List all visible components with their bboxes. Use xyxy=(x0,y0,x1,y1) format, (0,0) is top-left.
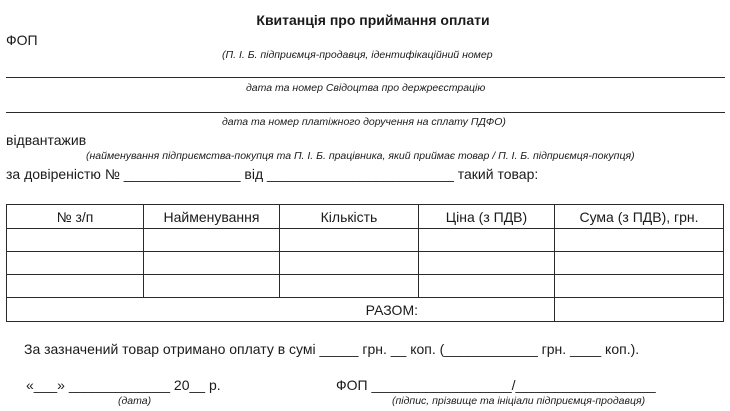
col-header-number: № з/п xyxy=(7,205,144,229)
date-line: «___» _____________ 20__ р. xyxy=(26,377,221,393)
seller-label: ФОП xyxy=(6,32,38,48)
table-cell xyxy=(419,252,555,275)
table-cell xyxy=(419,229,555,252)
table-header-row xyxy=(7,205,724,229)
table-cell xyxy=(144,275,280,298)
table-row xyxy=(7,275,724,298)
payment-line: За зазначений товар отримано оплату в сумі _____ грн. __ коп. (____________ грн. ____ коп.). xyxy=(24,341,640,357)
seller-line-1 xyxy=(6,77,725,78)
total-sum-cell xyxy=(555,298,724,322)
goods-table xyxy=(6,204,724,322)
signature-caption: (підпис, прізвище та ініціали підприємця-продавця) xyxy=(392,395,646,407)
table-row xyxy=(7,252,724,275)
table-cell xyxy=(280,229,419,252)
seller-caption-id: (П. І. Б. підприємця-продавця, ідентифікаційний номер xyxy=(222,49,493,61)
table-cell xyxy=(144,229,280,252)
table-cell xyxy=(7,252,144,275)
proxy-line: за довіреністю № _______________ від ________________________ такий товар: xyxy=(6,166,539,182)
document-title: Квитанція про приймання оплати xyxy=(256,12,490,28)
date-caption: (дата) xyxy=(118,395,152,407)
table-cell xyxy=(7,275,144,298)
seller-caption-payment-order: дата та номер платіжного доручення на сплату ПДФО) xyxy=(222,116,506,128)
col-header-name: Найменування xyxy=(144,205,280,229)
table-row xyxy=(7,229,724,252)
seller-caption-registration: дата та номер Свідоцтва про держреєстрацію xyxy=(246,82,486,94)
table-total-row xyxy=(7,298,724,322)
total-price-cell xyxy=(419,298,555,322)
table-cell xyxy=(555,275,724,298)
table-cell xyxy=(280,275,419,298)
total-label: РАЗОМ: xyxy=(365,301,418,318)
table-cell xyxy=(419,275,555,298)
buyer-caption: (найменування підприємства-покупця та П. І. Б. працівника, який приймає товар / П. І. Б. підприємця-покупця) xyxy=(86,150,635,162)
table-cell xyxy=(144,252,280,275)
col-header-quantity: Кількість xyxy=(280,205,419,229)
col-header-sum: Сума (з ПДВ), грн. xyxy=(555,205,724,229)
shipped-label: відвантажив xyxy=(6,132,87,148)
signature-line: ФОП __________________/__________________ xyxy=(336,377,656,393)
table-cell xyxy=(555,229,724,252)
seller-line-2 xyxy=(6,112,725,113)
table-cell xyxy=(280,252,419,275)
total-label-cell xyxy=(7,298,419,322)
table-cell xyxy=(555,252,724,275)
table-cell xyxy=(7,229,144,252)
col-header-price: Ціна (з ПДВ) xyxy=(419,205,555,229)
